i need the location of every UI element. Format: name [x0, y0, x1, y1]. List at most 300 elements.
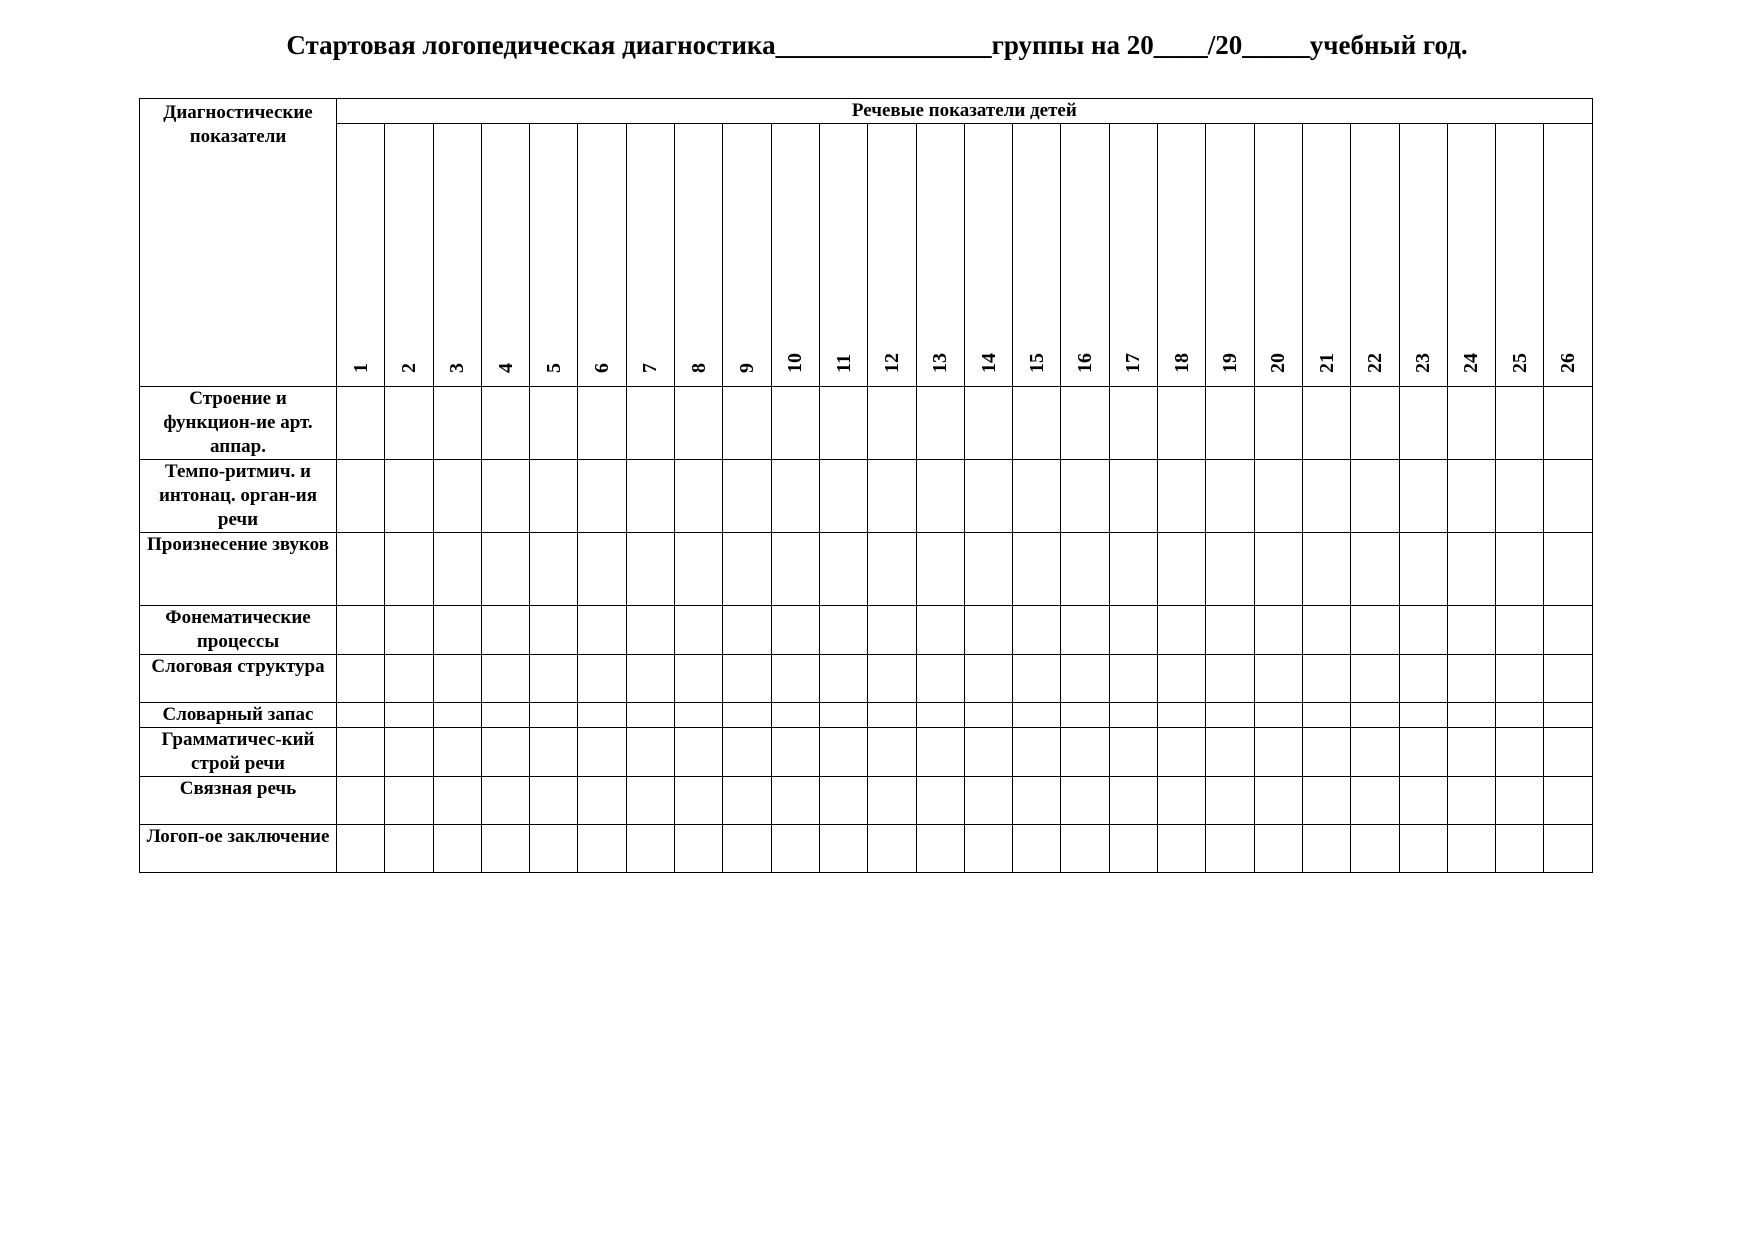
data-cell[interactable]	[675, 728, 723, 777]
data-cell[interactable]	[1447, 460, 1495, 533]
child-number-header	[1206, 124, 1254, 387]
data-cell[interactable]	[964, 606, 1012, 655]
data-cell[interactable]	[1544, 655, 1592, 703]
data-cell[interactable]	[1302, 728, 1350, 777]
data-cell[interactable]	[578, 655, 626, 703]
data-cell[interactable]	[771, 460, 819, 533]
data-cell[interactable]	[771, 655, 819, 703]
data-cell[interactable]	[819, 460, 867, 533]
row-label: Слоговая структура	[140, 655, 337, 703]
child-number-label: 26	[1557, 353, 1580, 373]
data-cell[interactable]	[771, 728, 819, 777]
data-cell[interactable]	[916, 533, 964, 606]
data-cell[interactable]	[1013, 606, 1061, 655]
data-cell[interactable]	[1013, 387, 1061, 460]
data-cell[interactable]	[1496, 533, 1544, 606]
data-cell[interactable]	[1254, 777, 1302, 825]
data-cell[interactable]	[675, 703, 723, 728]
data-cell[interactable]	[433, 703, 481, 728]
data-cell[interactable]	[916, 460, 964, 533]
diagnostics-table	[139, 98, 1593, 873]
data-cell[interactable]	[1254, 703, 1302, 728]
child-number-header	[433, 124, 481, 387]
data-cell[interactable]	[819, 728, 867, 777]
data-cell[interactable]	[1206, 777, 1254, 825]
table-row	[140, 825, 1593, 873]
data-cell[interactable]	[1206, 655, 1254, 703]
data-cell[interactable]	[530, 460, 578, 533]
data-cell[interactable]	[819, 606, 867, 655]
data-cell[interactable]	[771, 703, 819, 728]
data-cell[interactable]	[1302, 460, 1350, 533]
data-cell[interactable]	[1544, 460, 1592, 533]
data-cell[interactable]	[385, 703, 433, 728]
data-cell[interactable]	[337, 606, 385, 655]
data-cell[interactable]	[578, 825, 626, 873]
child-number-label: 3	[446, 363, 469, 373]
data-cell[interactable]	[626, 728, 674, 777]
data-cell[interactable]	[1447, 703, 1495, 728]
data-cell[interactable]	[481, 460, 529, 533]
data-cell[interactable]	[1109, 460, 1157, 533]
data-cell[interactable]	[337, 825, 385, 873]
data-cell[interactable]	[1206, 606, 1254, 655]
data-cell[interactable]	[578, 606, 626, 655]
child-number-row	[140, 124, 1593, 387]
data-cell[interactable]	[916, 655, 964, 703]
data-cell[interactable]	[1206, 460, 1254, 533]
data-cell[interactable]	[1496, 703, 1544, 728]
data-cell[interactable]	[771, 606, 819, 655]
data-cell[interactable]	[868, 387, 916, 460]
data-cell[interactable]	[723, 777, 771, 825]
table-row	[140, 655, 1593, 703]
data-cell[interactable]	[1302, 533, 1350, 606]
data-cell[interactable]	[1544, 777, 1592, 825]
child-number-label: 9	[736, 363, 759, 373]
data-cell[interactable]	[1351, 606, 1399, 655]
data-cell[interactable]	[964, 387, 1012, 460]
data-cell[interactable]	[1399, 825, 1447, 873]
data-cell[interactable]	[1351, 777, 1399, 825]
data-cell[interactable]	[530, 533, 578, 606]
page-title: Стартовая логопедическая диагностика________________группы на 20____/20_____учебный год.	[286, 30, 1468, 60]
data-cell[interactable]	[1061, 387, 1109, 460]
data-cell[interactable]	[626, 655, 674, 703]
child-number-header	[1158, 124, 1206, 387]
data-cell[interactable]	[1544, 703, 1592, 728]
data-cell[interactable]	[530, 703, 578, 728]
data-cell[interactable]	[868, 728, 916, 777]
data-cell[interactable]	[1013, 460, 1061, 533]
data-cell[interactable]	[1351, 460, 1399, 533]
data-cell[interactable]	[578, 777, 626, 825]
data-cell[interactable]	[916, 606, 964, 655]
child-number-label: 7	[639, 363, 662, 373]
data-cell[interactable]	[1109, 606, 1157, 655]
child-number-label: 23	[1412, 353, 1435, 373]
data-cell[interactable]	[771, 533, 819, 606]
data-cell[interactable]	[433, 655, 481, 703]
data-cell[interactable]	[1109, 728, 1157, 777]
data-cell[interactable]	[1061, 460, 1109, 533]
data-cell[interactable]	[723, 460, 771, 533]
table-row	[140, 703, 1593, 728]
data-cell[interactable]	[771, 825, 819, 873]
data-cell[interactable]	[1206, 825, 1254, 873]
data-cell[interactable]	[675, 655, 723, 703]
data-cell[interactable]	[675, 777, 723, 825]
data-cell[interactable]	[1302, 655, 1350, 703]
data-cell[interactable]	[481, 728, 529, 777]
data-cell[interactable]	[675, 825, 723, 873]
data-cell[interactable]	[626, 533, 674, 606]
data-cell[interactable]	[530, 728, 578, 777]
data-cell[interactable]	[1302, 387, 1350, 460]
data-cell[interactable]	[723, 606, 771, 655]
data-cell[interactable]	[1447, 606, 1495, 655]
data-cell[interactable]	[1158, 533, 1206, 606]
data-cell[interactable]	[1544, 606, 1592, 655]
data-cell[interactable]	[916, 825, 964, 873]
child-number-header	[337, 124, 385, 387]
table-row	[140, 387, 1593, 460]
data-cell[interactable]	[1447, 777, 1495, 825]
data-cell[interactable]	[1254, 728, 1302, 777]
child-number-header	[675, 124, 723, 387]
data-cell[interactable]	[1206, 533, 1254, 606]
child-number-header	[964, 124, 1012, 387]
data-cell[interactable]	[1351, 825, 1399, 873]
data-cell[interactable]	[1061, 655, 1109, 703]
data-cell[interactable]	[1013, 777, 1061, 825]
data-cell[interactable]	[916, 387, 964, 460]
data-cell[interactable]	[723, 533, 771, 606]
child-number-label: 19	[1218, 353, 1241, 373]
child-number-label: 5	[542, 363, 565, 373]
data-cell[interactable]	[1109, 533, 1157, 606]
data-cell[interactable]	[1399, 387, 1447, 460]
data-cell[interactable]	[626, 460, 674, 533]
data-cell[interactable]	[819, 703, 867, 728]
data-cell[interactable]	[481, 387, 529, 460]
data-cell[interactable]	[1061, 825, 1109, 873]
data-cell[interactable]	[771, 387, 819, 460]
data-cell[interactable]	[481, 655, 529, 703]
data-cell[interactable]	[433, 460, 481, 533]
data-cell[interactable]	[868, 460, 916, 533]
row-label: Фонематические процессы	[140, 606, 337, 655]
data-cell[interactable]	[1061, 777, 1109, 825]
data-cell[interactable]	[1447, 655, 1495, 703]
data-cell[interactable]	[337, 460, 385, 533]
child-number-header	[1544, 124, 1592, 387]
row-label: Словарный запас	[140, 703, 337, 728]
child-number-label: 25	[1508, 353, 1531, 373]
table-row	[140, 460, 1593, 533]
data-cell[interactable]	[385, 777, 433, 825]
data-cell[interactable]	[1158, 655, 1206, 703]
row-label: Строение и функцион-ие арт. аппар.	[140, 387, 337, 460]
data-cell[interactable]	[530, 777, 578, 825]
data-cell[interactable]	[385, 728, 433, 777]
data-cell[interactable]	[964, 825, 1012, 873]
data-cell[interactable]	[1254, 606, 1302, 655]
data-cell[interactable]	[1302, 777, 1350, 825]
data-cell[interactable]	[819, 777, 867, 825]
data-cell[interactable]	[771, 777, 819, 825]
data-cell[interactable]	[1254, 533, 1302, 606]
data-cell[interactable]	[481, 703, 529, 728]
child-number-header	[1496, 124, 1544, 387]
data-cell[interactable]	[578, 728, 626, 777]
data-cell[interactable]	[337, 777, 385, 825]
row-label: Логоп-ое заключение	[140, 825, 337, 873]
data-cell[interactable]	[1351, 655, 1399, 703]
data-cell[interactable]	[481, 777, 529, 825]
data-cell[interactable]	[337, 703, 385, 728]
data-cell[interactable]	[337, 533, 385, 606]
data-cell[interactable]	[530, 825, 578, 873]
child-number-header	[626, 124, 674, 387]
child-number-header	[1351, 124, 1399, 387]
data-cell[interactable]	[1351, 387, 1399, 460]
child-number-header	[1254, 124, 1302, 387]
data-cell[interactable]	[1013, 703, 1061, 728]
data-cell[interactable]	[530, 387, 578, 460]
data-cell[interactable]	[1109, 825, 1157, 873]
data-cell[interactable]	[578, 460, 626, 533]
data-cell[interactable]	[1351, 703, 1399, 728]
data-cell[interactable]	[1206, 703, 1254, 728]
data-cell[interactable]	[1061, 703, 1109, 728]
data-cell[interactable]	[1302, 825, 1350, 873]
data-cell[interactable]	[530, 655, 578, 703]
data-cell[interactable]	[626, 825, 674, 873]
data-cell[interactable]	[1013, 728, 1061, 777]
row-label: Произнесение звуков	[140, 533, 337, 606]
data-cell[interactable]	[337, 387, 385, 460]
data-cell[interactable]	[1496, 606, 1544, 655]
data-cell[interactable]	[868, 655, 916, 703]
data-cell[interactable]	[1544, 387, 1592, 460]
data-cell[interactable]	[1158, 777, 1206, 825]
data-cell[interactable]	[1206, 728, 1254, 777]
child-number-header	[530, 124, 578, 387]
data-cell[interactable]	[1351, 728, 1399, 777]
data-cell[interactable]	[1158, 728, 1206, 777]
data-cell[interactable]	[916, 703, 964, 728]
data-cell[interactable]	[337, 728, 385, 777]
child-number-header	[916, 124, 964, 387]
data-cell[interactable]	[1399, 655, 1447, 703]
child-number-label: 12	[880, 353, 903, 373]
data-cell[interactable]	[626, 387, 674, 460]
data-cell[interactable]	[675, 606, 723, 655]
child-number-label: 24	[1460, 353, 1483, 373]
data-cell[interactable]	[1447, 387, 1495, 460]
group-header-cell: Речевые показатели детей	[337, 99, 1593, 124]
data-cell[interactable]	[1496, 460, 1544, 533]
data-cell[interactable]	[1109, 777, 1157, 825]
data-cell[interactable]	[964, 703, 1012, 728]
child-number-header	[1013, 124, 1061, 387]
child-number-label: 13	[929, 353, 952, 373]
data-cell[interactable]	[385, 533, 433, 606]
child-number-header	[1061, 124, 1109, 387]
data-cell[interactable]	[1109, 655, 1157, 703]
data-cell[interactable]	[1496, 655, 1544, 703]
data-cell[interactable]	[819, 825, 867, 873]
data-cell[interactable]	[337, 655, 385, 703]
data-cell[interactable]	[1013, 655, 1061, 703]
data-cell[interactable]	[1496, 728, 1544, 777]
data-cell[interactable]	[433, 606, 481, 655]
data-cell[interactable]	[578, 533, 626, 606]
child-number-label: 8	[687, 363, 710, 373]
table-row	[140, 728, 1593, 777]
data-cell[interactable]	[868, 703, 916, 728]
data-cell[interactable]	[1496, 387, 1544, 460]
data-cell[interactable]	[626, 703, 674, 728]
data-cell[interactable]	[1544, 533, 1592, 606]
data-cell[interactable]	[1158, 387, 1206, 460]
data-cell[interactable]	[1544, 825, 1592, 873]
data-cell[interactable]	[1447, 728, 1495, 777]
data-cell[interactable]	[1109, 387, 1157, 460]
data-cell[interactable]	[385, 387, 433, 460]
data-cell[interactable]	[723, 655, 771, 703]
data-cell[interactable]	[433, 777, 481, 825]
child-number-label: 11	[832, 354, 855, 373]
data-cell[interactable]	[1254, 460, 1302, 533]
data-cell[interactable]	[819, 387, 867, 460]
child-number-header	[819, 124, 867, 387]
data-cell[interactable]	[1109, 703, 1157, 728]
data-cell[interactable]	[385, 655, 433, 703]
data-cell[interactable]	[723, 703, 771, 728]
data-cell[interactable]	[1206, 387, 1254, 460]
data-cell[interactable]	[1158, 460, 1206, 533]
data-cell[interactable]	[819, 655, 867, 703]
child-number-header	[723, 124, 771, 387]
row-label: Темпо-ритмич. и интонац. орган-ия речи	[140, 460, 337, 533]
data-cell[interactable]	[964, 728, 1012, 777]
data-cell[interactable]	[578, 387, 626, 460]
child-number-label: 21	[1315, 353, 1338, 373]
data-cell[interactable]	[916, 728, 964, 777]
data-cell[interactable]	[1061, 728, 1109, 777]
data-cell[interactable]	[1399, 777, 1447, 825]
child-number-label: 4	[494, 363, 517, 373]
child-number-label: 2	[397, 363, 420, 373]
child-number-header	[1399, 124, 1447, 387]
data-cell[interactable]	[433, 387, 481, 460]
child-number-header	[481, 124, 529, 387]
data-cell[interactable]	[1544, 728, 1592, 777]
data-cell[interactable]	[1158, 703, 1206, 728]
data-cell[interactable]	[481, 606, 529, 655]
data-cell[interactable]	[385, 460, 433, 533]
child-number-label: 10	[784, 353, 807, 373]
data-cell[interactable]	[481, 533, 529, 606]
data-cell[interactable]	[1013, 825, 1061, 873]
child-number-label: 17	[1122, 353, 1145, 373]
data-cell[interactable]	[675, 533, 723, 606]
data-cell[interactable]	[1351, 533, 1399, 606]
data-cell[interactable]	[385, 606, 433, 655]
child-number-label: 14	[977, 353, 1000, 373]
data-cell[interactable]	[868, 777, 916, 825]
data-cell[interactable]	[1302, 606, 1350, 655]
data-cell[interactable]	[1399, 606, 1447, 655]
data-cell[interactable]	[1399, 703, 1447, 728]
data-cell[interactable]	[964, 777, 1012, 825]
data-cell[interactable]	[385, 825, 433, 873]
data-cell[interactable]	[1158, 825, 1206, 873]
data-cell[interactable]	[1399, 533, 1447, 606]
data-cell[interactable]	[819, 533, 867, 606]
data-cell[interactable]	[723, 387, 771, 460]
child-number-label: 6	[591, 363, 614, 373]
data-cell[interactable]	[433, 533, 481, 606]
data-cell[interactable]	[723, 825, 771, 873]
data-cell[interactable]	[1447, 825, 1495, 873]
data-cell[interactable]	[1447, 533, 1495, 606]
child-number-header	[1447, 124, 1495, 387]
data-cell[interactable]	[1254, 387, 1302, 460]
data-cell[interactable]	[1496, 825, 1544, 873]
data-cell[interactable]	[964, 533, 1012, 606]
table-row	[140, 606, 1593, 655]
data-cell[interactable]	[868, 606, 916, 655]
data-cell[interactable]	[626, 777, 674, 825]
child-number-label: 18	[1170, 353, 1193, 373]
child-number-header	[1302, 124, 1350, 387]
data-cell[interactable]	[675, 387, 723, 460]
data-cell[interactable]	[723, 728, 771, 777]
data-cell[interactable]	[675, 460, 723, 533]
data-cell[interactable]	[964, 460, 1012, 533]
data-cell[interactable]	[1302, 703, 1350, 728]
data-cell[interactable]	[1496, 777, 1544, 825]
child-number-header	[578, 124, 626, 387]
data-cell[interactable]	[626, 606, 674, 655]
data-cell[interactable]	[530, 606, 578, 655]
data-cell[interactable]	[1061, 606, 1109, 655]
child-number-label: 16	[1074, 353, 1097, 373]
data-cell[interactable]	[433, 728, 481, 777]
corner-header-cell: Диагностические показатели	[140, 99, 337, 387]
data-cell[interactable]	[1158, 606, 1206, 655]
data-cell[interactable]	[1399, 460, 1447, 533]
data-cell[interactable]	[1013, 533, 1061, 606]
data-cell[interactable]	[1254, 825, 1302, 873]
data-cell[interactable]	[1061, 533, 1109, 606]
data-cell[interactable]	[578, 703, 626, 728]
data-cell[interactable]	[868, 533, 916, 606]
data-cell[interactable]	[964, 655, 1012, 703]
data-cell[interactable]	[868, 825, 916, 873]
data-cell[interactable]	[481, 825, 529, 873]
data-cell[interactable]	[1254, 655, 1302, 703]
row-label: Грамматичес-кий строй речи	[140, 728, 337, 777]
table-row	[140, 533, 1593, 606]
table-row	[140, 777, 1593, 825]
data-cell[interactable]	[433, 825, 481, 873]
data-cell[interactable]	[1399, 728, 1447, 777]
data-cell[interactable]	[916, 777, 964, 825]
